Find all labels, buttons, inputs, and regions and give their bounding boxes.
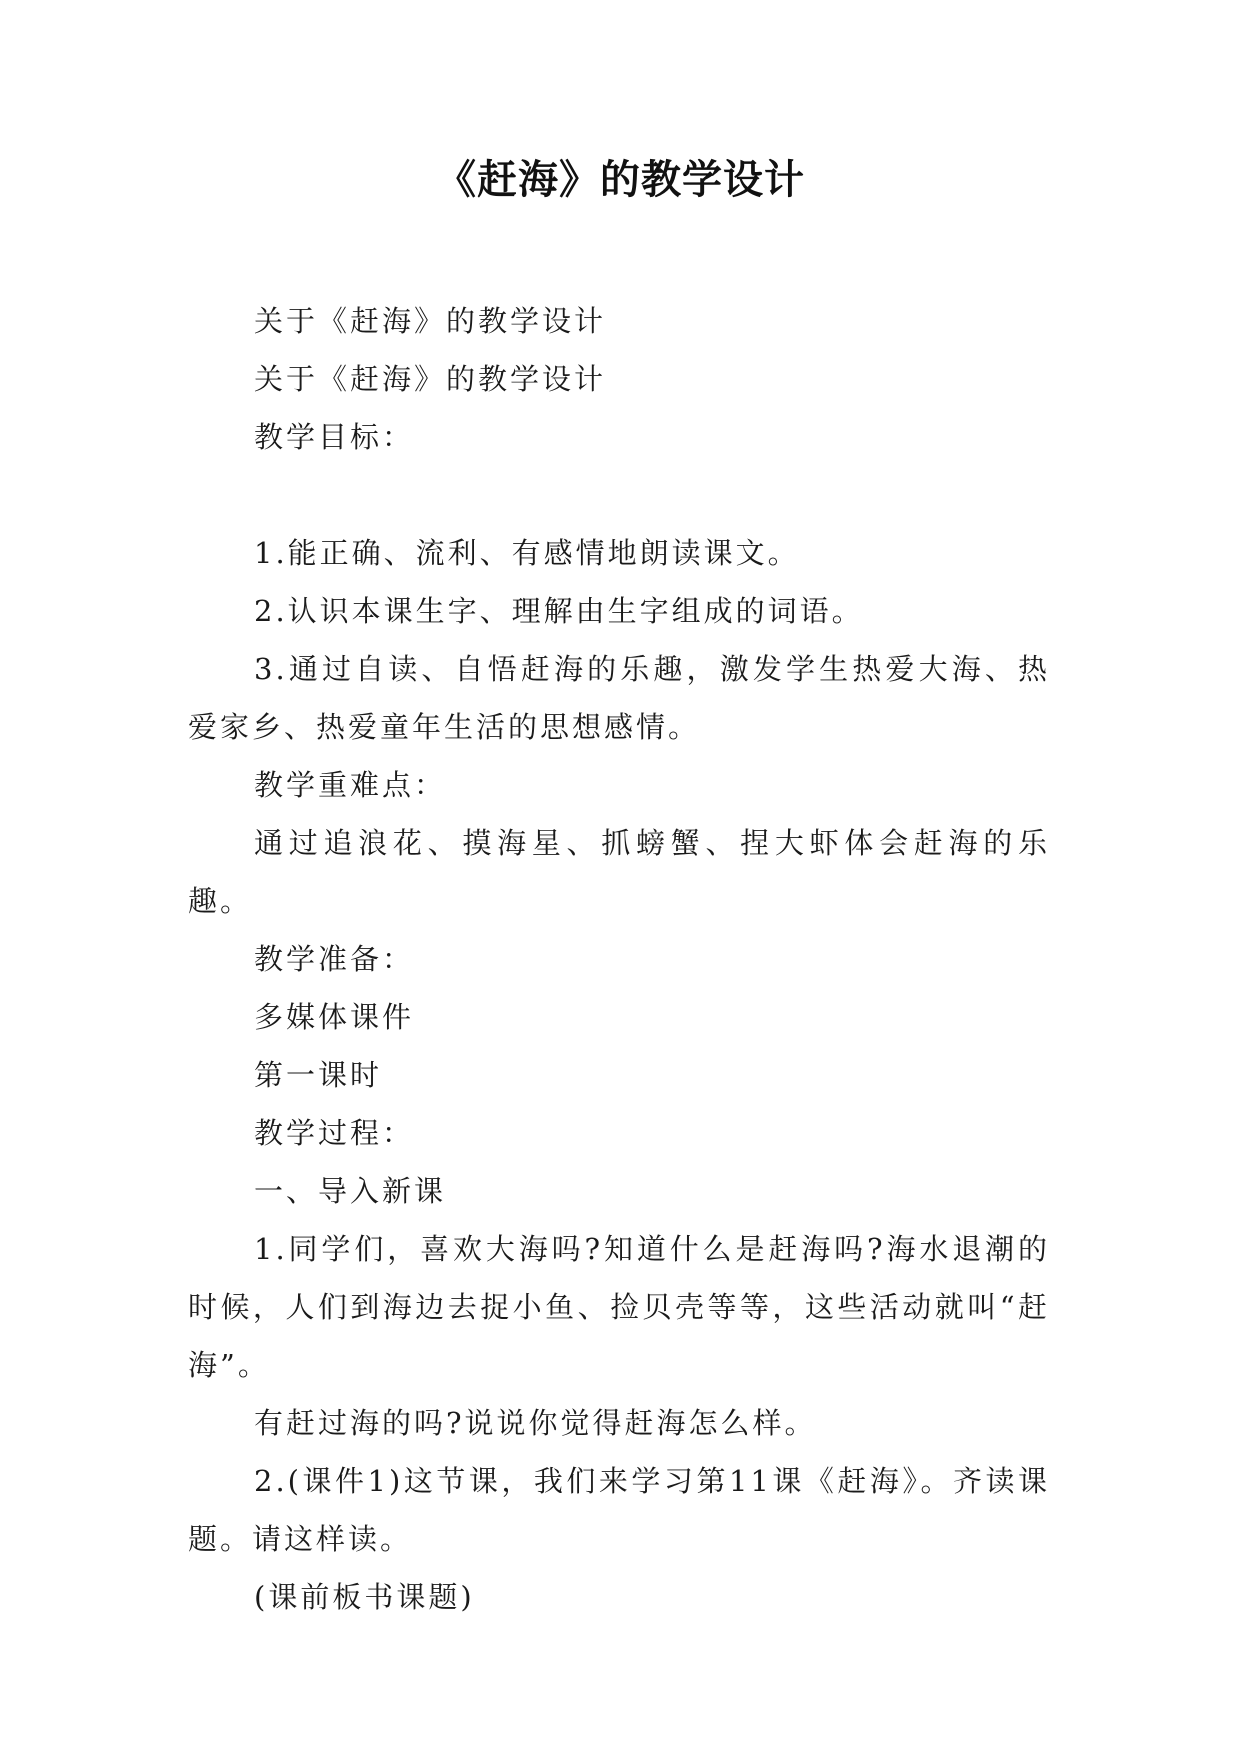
paragraph-first-lesson: 第一课时 xyxy=(254,1058,383,1092)
paragraph-question: 有赶过海的吗?说说你觉得赶海怎么样。 xyxy=(254,1406,817,1440)
paragraph-process-heading: 教学过程： xyxy=(254,1116,415,1150)
paragraph-section-1: 一、导入新课 xyxy=(254,1174,447,1208)
paragraph-step-1: 1.同学们，喜欢大海吗?知道什么是赶海吗?海水退潮的时候，人们到海边去捉小鱼、捡贝壳等等，这些活动就叫“赶海”。 xyxy=(188,1232,1050,1382)
paragraph-subtitle-2: 关于《赶海》的教学设计 xyxy=(254,362,607,396)
paragraph-preparation: 多媒体课件 xyxy=(254,1000,415,1034)
paragraph-goal-1: 1.能正确、流利、有感情地朗读课文。 xyxy=(254,536,800,570)
document-title: 《赶海》的教学设计 xyxy=(436,157,805,203)
blank-line xyxy=(188,466,1050,524)
paragraph-note: (课前板书课题) xyxy=(254,1580,475,1614)
paragraph-goals-heading: 教学目标： xyxy=(254,420,415,454)
paragraph-key-points-heading: 教学重难点： xyxy=(254,768,447,802)
document-body xyxy=(188,292,1050,1626)
paragraph-goal-3: 3.通过自读、自悟赶海的乐趣，激发学生热爱大海、热爱家乡、热爱童年生活的思想感情。 xyxy=(188,652,1050,744)
paragraph-goal-2: 2.认识本课生字、理解由生字组成的词语。 xyxy=(254,594,864,628)
paragraph-subtitle-1: 关于《赶海》的教学设计 xyxy=(254,304,607,338)
paragraph-preparation-heading: 教学准备： xyxy=(254,942,415,976)
paragraph-key-points: 通过追浪花、摸海星、抓螃蟹、捏大虾体会赶海的乐趣。 xyxy=(188,826,1050,918)
paragraph-step-2: 2.(课件1)这节课，我们来学习第11课《赶海》。齐读课题。请这样读。 xyxy=(188,1464,1050,1556)
